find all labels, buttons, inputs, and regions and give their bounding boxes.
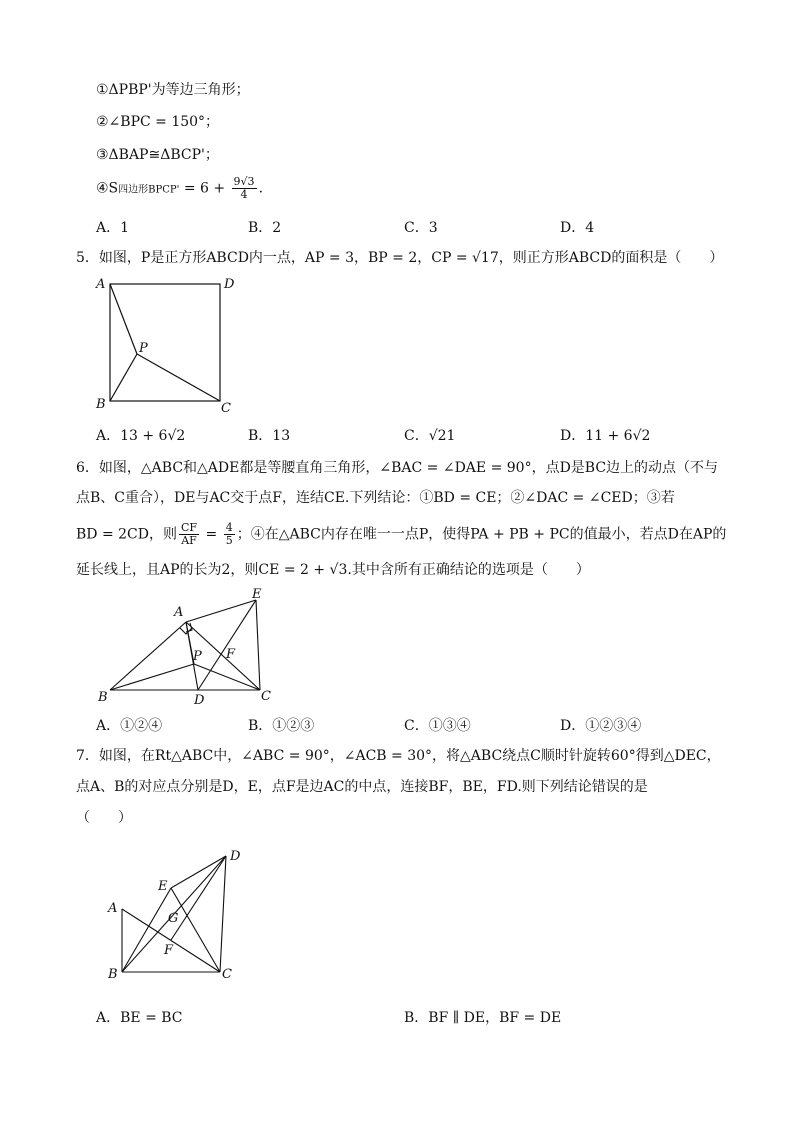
q6-figure bbox=[90, 586, 290, 708]
q7-line-3: （ ） bbox=[76, 810, 132, 826]
q6-label-p: P bbox=[193, 649, 202, 664]
q6-line-3 bbox=[76, 522, 726, 547]
q6-label-e: E bbox=[252, 587, 262, 602]
q6-line-1: 6．如图，△ABC和△ADE都是等腰直角三角形，∠BAC = ∠DAE = 90°，点D是BC边上的动点（不与 bbox=[76, 460, 719, 476]
q5-square bbox=[110, 284, 220, 401]
statement-1: ①ΔPBP'为等边三角形； bbox=[96, 82, 250, 98]
q7-figure bbox=[100, 842, 260, 992]
q5-figure bbox=[90, 272, 250, 422]
q7-option-b: B．BF ∥ DE，BF = DE bbox=[404, 1010, 562, 1026]
q5-label-p: P bbox=[139, 341, 148, 356]
q6-fraction-4-5: $\frac{4}{5}$ bbox=[225, 521, 233, 547]
q6-fraction-cf-af: $\frac{CF}{AF}$ bbox=[181, 521, 198, 547]
prev-option-d: D．4 bbox=[560, 220, 595, 236]
q7-option-a: A．BE = BC bbox=[96, 1010, 183, 1026]
statement-4-mid: = 6 + bbox=[179, 180, 230, 197]
q6-label-c: C bbox=[261, 689, 271, 704]
q7-label-a: A bbox=[108, 901, 118, 916]
q5-label-a: A bbox=[96, 277, 106, 292]
q6-label-b: B bbox=[98, 690, 108, 705]
q6-option-b: B．①②③ bbox=[248, 718, 315, 734]
q7-label-b: B bbox=[108, 967, 118, 982]
prev-option-a: A．1 bbox=[96, 220, 130, 236]
q5-text: 5．如图，P是正方形ABCD内一点，AP = 3，BP = 2，CP = √17，则正方形ABCD的面积是（ ） bbox=[76, 250, 724, 266]
statement-4 bbox=[96, 176, 263, 201]
q6-line-3-end: ；④在△ABC内存在唯一一点P，使得PA + PB + PC的值最小，若点D在AP的 bbox=[236, 526, 727, 543]
q5-option-d: D．11 + 6√2 bbox=[560, 428, 651, 444]
q6-label-f: F bbox=[226, 647, 236, 662]
statement-4-subscript: 四边形BPCP' bbox=[118, 184, 180, 196]
q7-label-g: G bbox=[168, 911, 179, 926]
q6-option-d: D．①②③④ bbox=[560, 718, 642, 734]
q7-label-c: C bbox=[222, 967, 232, 982]
q6-option-c: C．①③④ bbox=[404, 718, 471, 734]
statement-4-prefix: ④S bbox=[96, 180, 119, 197]
prev-option-b: B．2 bbox=[248, 220, 282, 236]
q6-line-3-eq: = bbox=[201, 526, 222, 543]
q7-line-1: 7．如图，在Rt△ABC中，∠ABC = 90°，∠ACB = 30°，将△ABC绕点C顺时针旋转60°得到△DEC， bbox=[76, 748, 721, 764]
q7-label-d: D bbox=[230, 849, 241, 864]
q7-label-f: F bbox=[164, 943, 174, 958]
q7-label-e: E bbox=[158, 879, 168, 894]
statement-2: ②∠BPC = 150°； bbox=[96, 114, 220, 130]
prev-option-c: C．3 bbox=[404, 220, 438, 236]
q6-line-2: 点B、C重合），DE与AC交于点F，连结CE.下列结论：①BD = CE；②∠DAC = ∠CED；③若 bbox=[76, 490, 675, 506]
q5-option-c: C．√21 bbox=[404, 428, 456, 444]
q5-label-d: D bbox=[224, 277, 235, 292]
q5-option-b: B．13 bbox=[248, 428, 291, 444]
statement-4-fraction: $\frac{9√3}{4}$ bbox=[233, 175, 255, 201]
q6-line-4: 延长线上，且AP的长为2，则CE = 2 + √3.其中含所有正确结论的选项是（ ） bbox=[76, 562, 590, 578]
statement-3: ③ΔBAP≅ΔBCP'； bbox=[96, 147, 219, 163]
q5-label-b: B bbox=[96, 397, 106, 412]
q6-label-a: A bbox=[174, 605, 184, 620]
q5-option-a: A．13 + 6√2 bbox=[96, 428, 186, 444]
q7-line-2: 点A、B的对应点分别是D，E，点F是边AC的中点，连接BF，BE，FD.则下列结论错误的是 bbox=[76, 779, 648, 795]
q5-label-c: C bbox=[221, 401, 231, 416]
q6-option-a: A．①②④ bbox=[96, 718, 163, 734]
q6-label-d: D bbox=[194, 693, 205, 708]
statement-4-end: . bbox=[258, 180, 264, 197]
q6-line-3-start: BD = 2CD，则 bbox=[76, 526, 177, 543]
